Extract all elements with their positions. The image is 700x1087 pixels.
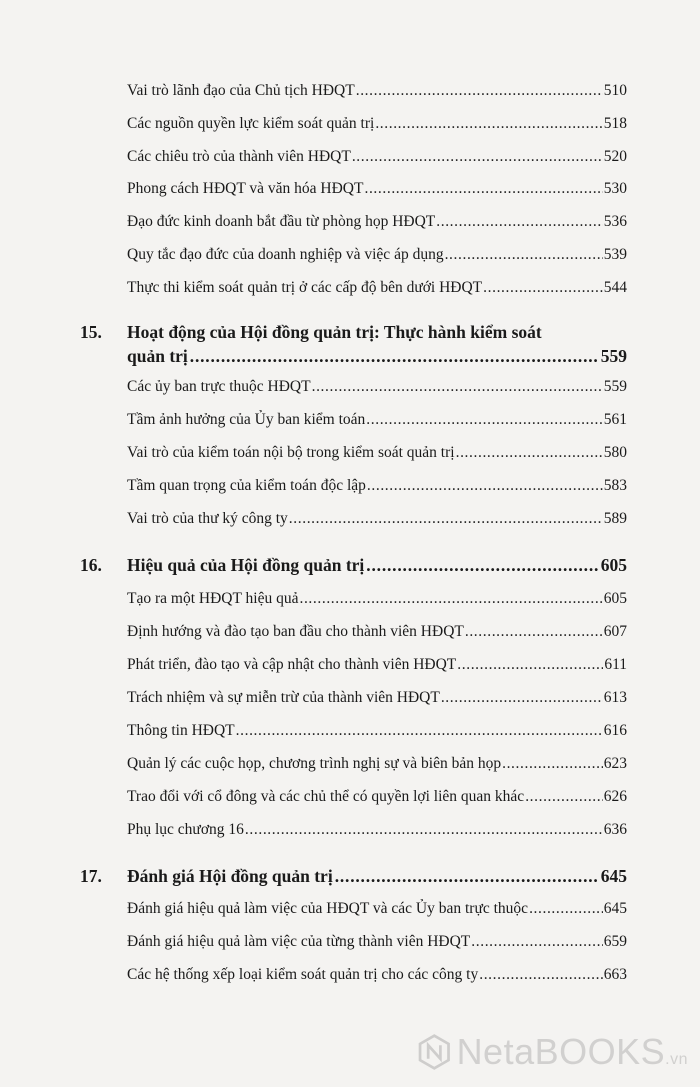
toc-entry-page: 561 xyxy=(603,411,627,428)
leader-dots xyxy=(299,590,602,608)
chapter-heading-15 xyxy=(80,322,627,372)
toc-entry-title: Vai trò của kiểm toán nội bộ trong kiểm soát quản trị xyxy=(127,444,455,461)
toc-entry-page: 626 xyxy=(603,788,627,805)
toc-entry-page: 536 xyxy=(603,213,627,230)
toc-entry xyxy=(127,378,627,396)
toc-entry-title: Thông tin HĐQT xyxy=(127,722,235,739)
chapter-title-line-2 xyxy=(127,346,627,367)
toc-entry-page: 659 xyxy=(603,933,627,950)
leader-dots xyxy=(312,378,603,396)
toc-entry-title: Vai trò của thư ký công ty xyxy=(127,510,288,527)
toc-entry-title: Quy tắc đạo đức của doanh nghiệp và việc áp dụng xyxy=(127,246,444,263)
chapter-number: 17. xyxy=(80,866,102,886)
chapter-title: Hoạt động của Hội đồng quản trị: Thực hành kiểm soát xyxy=(127,322,542,342)
chapter-number: 16. xyxy=(80,555,102,575)
toc-entry-title: Đạo đức kinh doanh bắt đầu từ phòng họp HĐQT xyxy=(127,213,436,230)
leader-dots xyxy=(366,411,602,429)
toc-entry-title: Các hệ thống xếp loại kiểm soát quản trị cho các công ty xyxy=(127,966,479,983)
leader-dots xyxy=(471,933,602,951)
leader-dots xyxy=(529,900,603,918)
chapter-number: 15. xyxy=(80,322,102,342)
toc-entry-title: Phát triển, đào tạo và cập nhật cho thành viên HĐQT xyxy=(127,656,457,673)
toc-entry-page: 580 xyxy=(603,444,627,461)
leader-dots xyxy=(457,656,603,674)
toc-entry-title: Quản lý các cuộc họp, chương trình nghị sự và biên bản họp xyxy=(127,755,502,772)
toc-entry-page: 544 xyxy=(603,279,627,296)
leader-dots xyxy=(525,788,603,806)
toc-entry-title: Vai trò lãnh đạo của Chủ tịch HĐQT xyxy=(127,82,355,99)
toc-entry-title: Đánh giá hiệu quả làm việc của từng thành viên HĐQT xyxy=(127,933,471,950)
chapter-page: 605 xyxy=(600,555,627,575)
toc-entry-title: Phong cách HĐQT và văn hóa HĐQT xyxy=(127,180,364,197)
toc-entry xyxy=(127,246,627,264)
toc-entry xyxy=(127,689,627,707)
watermark xyxy=(418,1024,688,1080)
toc-entry-page: 663 xyxy=(603,966,627,983)
toc-entry xyxy=(127,788,627,806)
chapter-page: 645 xyxy=(600,866,627,886)
leader-dots xyxy=(502,755,603,773)
leader-dots xyxy=(441,689,603,707)
toc-entry xyxy=(127,755,627,773)
toc-entry-title: Định hướng và đào tạo ban đầu cho thành viên HĐQT xyxy=(127,623,464,640)
toc-entry-page: 611 xyxy=(604,656,627,673)
toc-entry xyxy=(127,656,627,674)
toc-entry-page: 605 xyxy=(603,590,627,607)
toc-entry-page: 613 xyxy=(603,689,627,706)
toc-entry xyxy=(127,477,627,495)
chapter-heading-16 xyxy=(80,555,627,581)
toc-entry-title: Trao đổi với cổ đông và các chủ thể có quyền lợi liên quan khác xyxy=(127,788,525,805)
toc-entry xyxy=(127,966,627,984)
leader-dots xyxy=(335,866,599,887)
toc-entry-page: 539 xyxy=(603,246,627,263)
toc-entry-page: 510 xyxy=(603,82,627,99)
toc-entry-page: 636 xyxy=(603,821,627,838)
chapter-page: 559 xyxy=(600,346,627,366)
leader-dots xyxy=(465,623,603,641)
toc-entry xyxy=(127,82,627,100)
leader-dots xyxy=(445,246,603,264)
hexagon-logo-icon xyxy=(418,1026,451,1078)
toc-entry xyxy=(127,510,627,528)
leader-dots xyxy=(236,722,603,740)
toc-entry-title: Thực thi kiểm soát quản trị ở các cấp độ bên dưới HĐQT xyxy=(127,279,483,296)
toc-entry xyxy=(127,115,627,133)
toc-entry-page: 607 xyxy=(603,623,627,640)
toc-entry-page: 520 xyxy=(603,148,627,165)
leader-dots xyxy=(245,821,603,839)
chapter-title: Hiệu quả của Hội đồng quản trị xyxy=(127,555,365,575)
toc-entry-page: 623 xyxy=(603,755,627,772)
toc-entry-page: 616 xyxy=(603,722,627,739)
leader-dots xyxy=(364,180,602,198)
leader-dots xyxy=(375,115,602,133)
toc-entry-title: Đánh giá hiệu quả làm việc của HĐQT và các Ủy ban trực thuộc xyxy=(127,900,529,917)
toc-entry-page: 583 xyxy=(603,477,627,494)
toc-entry xyxy=(127,213,627,231)
chapter-title-line xyxy=(127,866,627,887)
chapter-title: Đánh giá Hội đồng quản trị xyxy=(127,866,333,886)
chapter-title-line-1 xyxy=(127,322,627,343)
toc-entry xyxy=(127,148,627,166)
leader-dots xyxy=(483,279,603,297)
leader-dots xyxy=(366,555,598,576)
toc-entry xyxy=(127,180,627,198)
toc-entry-page: 589 xyxy=(603,510,627,527)
chapter-title-line xyxy=(127,555,627,576)
toc-entry xyxy=(127,279,627,297)
toc-entry xyxy=(127,590,627,608)
toc-entry xyxy=(127,623,627,641)
toc-entry xyxy=(127,722,627,740)
leader-dots xyxy=(190,346,599,367)
toc-entry-page: 530 xyxy=(603,180,627,197)
leader-dots xyxy=(289,510,603,528)
toc-entry xyxy=(127,900,627,918)
toc-entry-title: Trách nhiệm và sự miễn trừ của thành viên HĐQT xyxy=(127,689,440,706)
leader-dots xyxy=(356,82,603,100)
toc-entry-title: Tầm ảnh hưởng của Ủy ban kiểm toán xyxy=(127,411,366,428)
toc-entry-title: Các ủy ban trực thuộc HĐQT xyxy=(127,378,311,395)
toc-entry-page: 518 xyxy=(603,115,627,132)
toc-entry-page: 559 xyxy=(603,378,627,395)
toc-entry-title: Tạo ra một HĐQT hiệu quả xyxy=(127,590,299,607)
leader-dots xyxy=(479,966,603,984)
leader-dots xyxy=(367,477,603,495)
toc-entry-title: Tầm quan trọng của kiểm toán độc lập xyxy=(127,477,366,494)
chapter-heading-17 xyxy=(80,866,627,892)
leader-dots xyxy=(456,444,603,462)
toc-entry xyxy=(127,444,627,462)
toc-entry xyxy=(127,933,627,951)
toc-entry-title: Phụ lục chương 16 xyxy=(127,821,244,838)
chapter-title-cont: quản trị xyxy=(127,346,188,366)
leader-dots xyxy=(352,148,603,166)
toc-entry xyxy=(127,821,627,839)
watermark-brand: NetaBOOKS.vn xyxy=(456,1031,688,1072)
toc-entry-page: 645 xyxy=(603,900,627,917)
toc-entry xyxy=(127,411,627,429)
leader-dots xyxy=(436,213,603,231)
toc-entry-title: Các chiêu trò của thành viên HĐQT xyxy=(127,148,351,165)
toc-entry-title: Các nguồn quyền lực kiểm soát quản trị xyxy=(127,115,375,132)
